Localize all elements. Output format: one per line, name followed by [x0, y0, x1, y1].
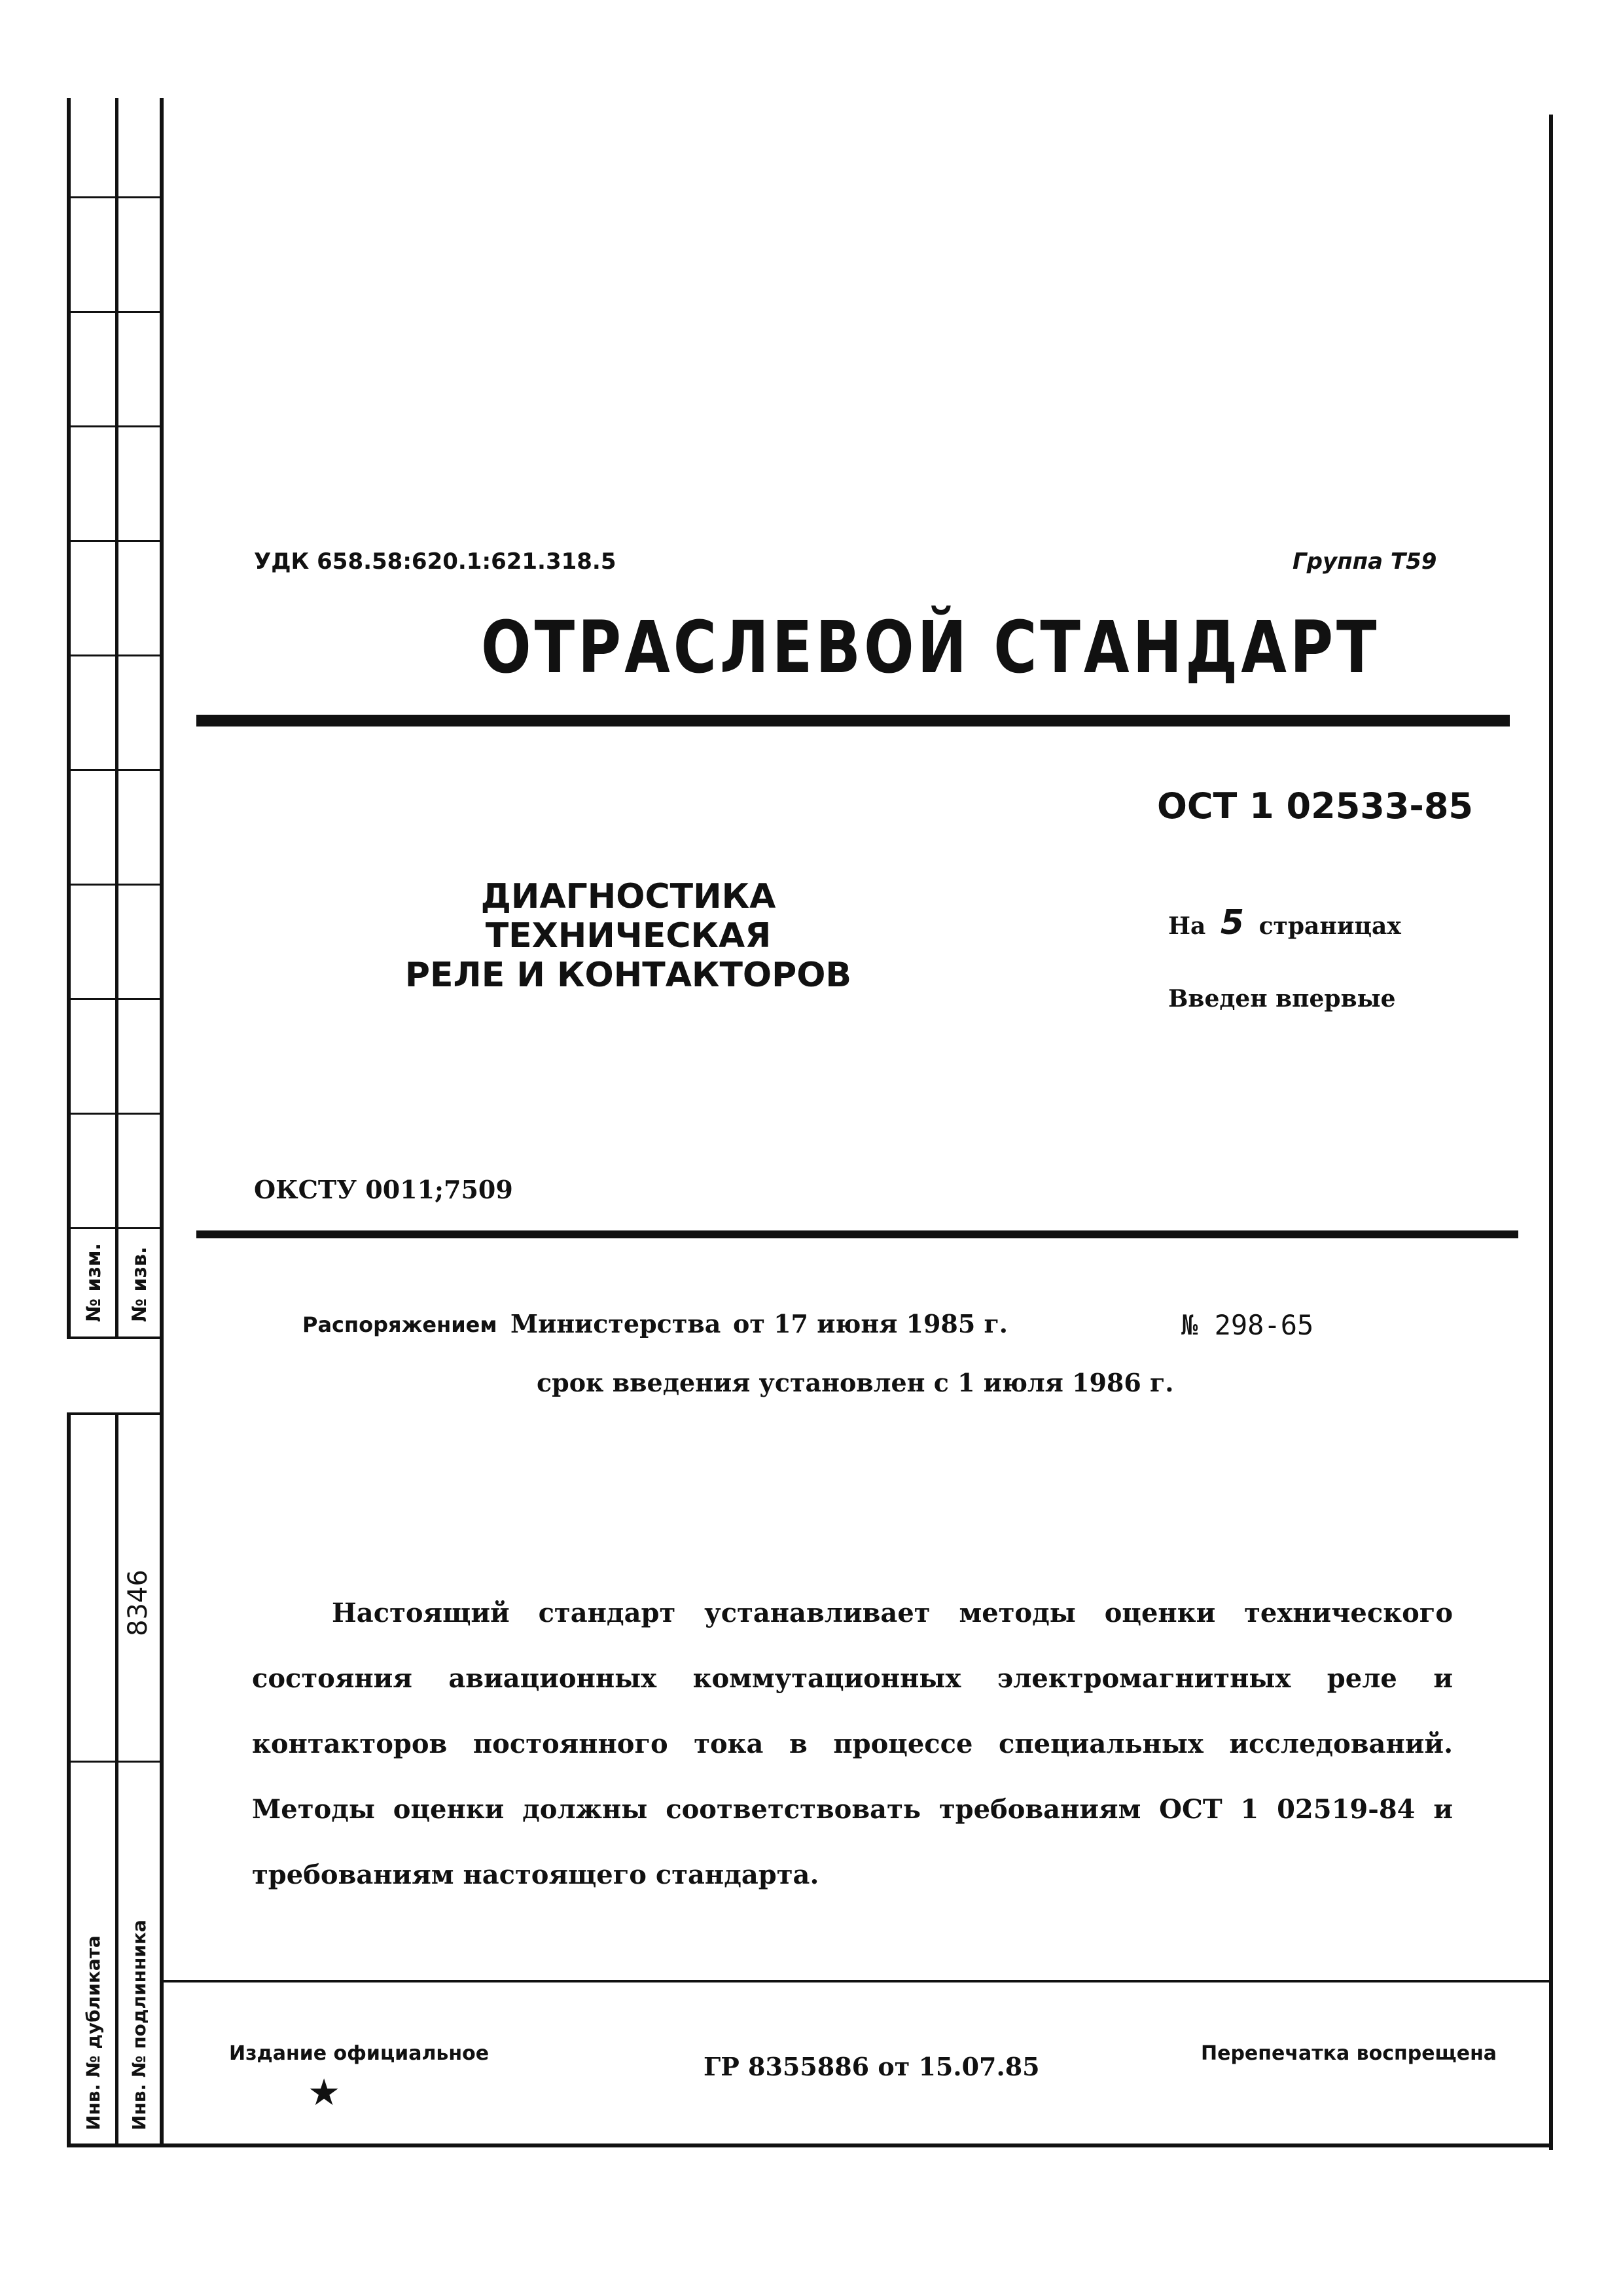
margin-cell	[67, 540, 164, 542]
margin-line-inner	[160, 98, 164, 2147]
margin-cell	[67, 1113, 164, 1115]
margin-cell	[67, 1227, 164, 1229]
margin-cell	[67, 769, 164, 771]
orig-inv-label: Инв. № подлинника	[128, 1920, 150, 2130]
pages-count-line	[1168, 903, 1401, 942]
right-border	[1549, 115, 1553, 2150]
standard-name-line1: ДИАГНОСТИКА ТЕХНИЧЕСКАЯ	[480, 877, 776, 956]
header-rule	[196, 715, 1510, 726]
order-by: Распоряжением	[302, 1312, 497, 1337]
pages-prefix: На	[1168, 912, 1206, 940]
order-ministry: Министерства	[510, 1309, 721, 1338]
inv-number: 8346	[123, 1570, 153, 1636]
standard-type-title-wrap	[481, 605, 1380, 691]
margin-cell	[67, 1336, 164, 1339]
margin-cell	[67, 1761, 164, 1763]
reprint-prohibited: Перепечатка воспрещена	[1201, 2042, 1497, 2065]
margin-cell	[67, 311, 164, 313]
margin-cell	[67, 884, 164, 886]
registration-number: ГР 8355886 от 15.07.85	[704, 2052, 1040, 2081]
standard-name	[334, 877, 923, 995]
notice-no-label: № изв.	[128, 1246, 151, 1322]
pages-count: 5	[1220, 903, 1245, 942]
margin-cell	[67, 425, 164, 427]
bottom-border	[67, 2144, 1553, 2147]
standard-name-line2: РЕЛЕ И КОНТАКТОРОВ	[404, 956, 852, 995]
okstu-code: ОКСТУ 0011;7509	[254, 1175, 513, 1204]
margin-line-mid-bottom	[115, 1414, 118, 2145]
margin-line-outer-top	[67, 98, 71, 1338]
standard-code: ОСТ 1 02533-85	[1157, 785, 1473, 827]
margin-line-outer-bottom	[67, 1414, 71, 2145]
standard-type-title: ОТРАСЛЕВОЙ СТАНДАРТ	[481, 605, 1380, 689]
margin-line-mid-top	[115, 98, 118, 1338]
margin-cell	[67, 998, 164, 1000]
change-no-label: № изм.	[82, 1243, 105, 1322]
footer-rule	[164, 1980, 1551, 1982]
order-date: от 17 июня 1985 г.	[733, 1309, 1008, 1338]
star-icon: ★	[308, 2072, 341, 2114]
udk-code: УДК 658.58:620.1:621.318.5	[254, 548, 616, 575]
order-number: № 298-65	[1181, 1309, 1314, 1341]
dup-inv-label: Инв. № дубликата	[82, 1935, 104, 2130]
official-edition: Издание официальное	[229, 2042, 490, 2065]
margin-cell	[67, 1412, 164, 1415]
introduced-first: Введен впервые	[1168, 985, 1396, 1013]
pages-suffix: страницах	[1258, 912, 1401, 940]
okstu-rule	[196, 1230, 1518, 1238]
effective-date: срок введения установлен с 1 июля 1986 г.	[537, 1368, 1174, 1397]
scope-paragraph: Настоящий стандарт устанавливает методы оценки технического состояния авиационных коммутационных электромагнитных реле и контакторов постоянного тока в процессе специальных исследований. Методы оценки должны соответствовать требованиям ОСТ 1 02519-84 и требованиям настоящего стандарта.	[252, 1598, 1453, 1890]
group-code: Группа Т59	[1293, 548, 1437, 575]
margin-cell	[67, 196, 164, 198]
margin-cell	[67, 655, 164, 656]
